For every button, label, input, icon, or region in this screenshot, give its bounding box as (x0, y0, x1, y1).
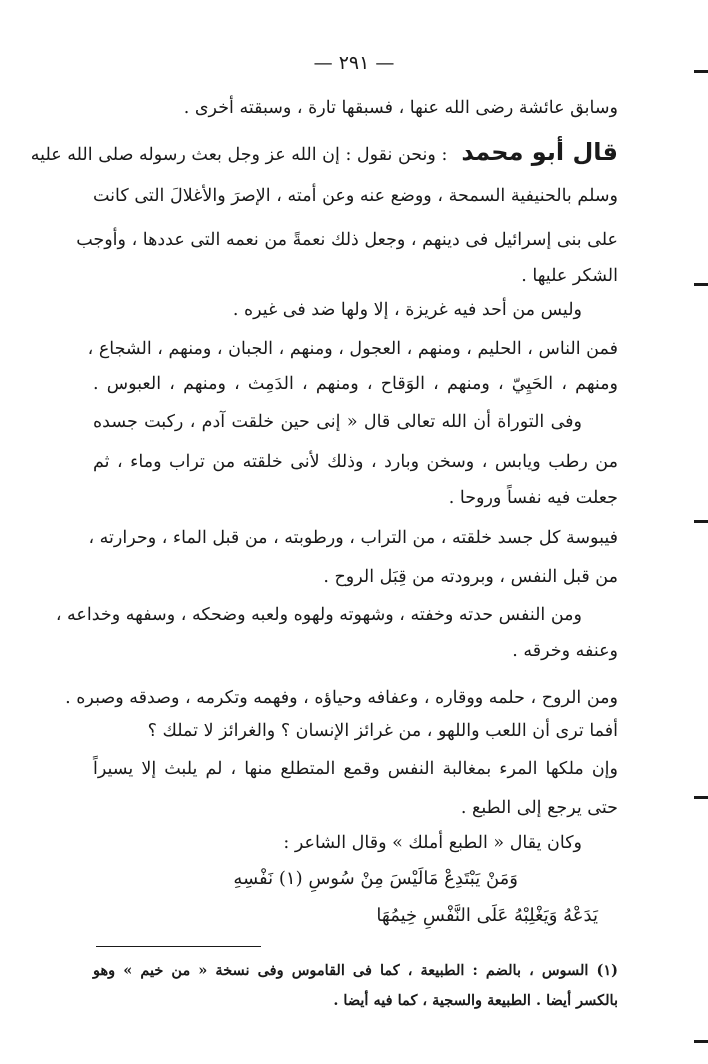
speaker-heading: قال أبو محمد (461, 138, 618, 166)
text-line: وكان يقال « الطبع أملك » وقال الشاعر : (283, 833, 582, 853)
text-line: وعنفه وخرقه . (512, 641, 618, 661)
footnote-divider (96, 946, 261, 947)
text-line: وسابق عائشة رضى الله عنها ، فسبقها تارة ، وسبقته أخرى . (183, 98, 618, 118)
text-line: فيبوسة كل جسد خلقته ، من التراب ، ورطوبته ، من قبل الماء ، وحرارته ، (88, 528, 618, 548)
text-line: من رطب ويابس ، وسخن وبارد ، وذلك لأنى خلقته من تراب وماء ، ثم (93, 452, 618, 472)
text-line: جعلت فيه نفساً وروحا . (448, 488, 618, 508)
footnote-line: (١) السوس ، بالضم : الطبيعة ، كما فى القاموس وفى نسخة « من خيم » وهو (93, 962, 618, 979)
margin-mark (694, 1040, 708, 1043)
margin-mark (694, 70, 708, 73)
text-line-with-speaker (30, 138, 618, 167)
verse-hemistich-2: يَدَعْهُ وَيَغْلِبْهُ عَلَى النَّفْسِ خِيمُهَا (376, 905, 598, 926)
margin-mark (694, 520, 708, 523)
text-line: ومن النفس حدته وخفته ، وشهوته ولهوه ولعبه وضحكه ، وسفهه وخداعه ، (55, 605, 582, 625)
text-line: ومن الروح ، حلمه ووقاره ، وعفافه وحياؤه ، وفهمه وتكرمه ، وصدقه وصبره . (65, 688, 618, 708)
text-line: على بنى إسرائيل فى دينهم ، وجعل ذلك نعمةً من نعمه التى عددها ، وأوجب (76, 230, 618, 250)
footnote-line: بالكسر أيضا . الطبيعة والسجية ، كما فيه أيضا . (333, 992, 618, 1009)
text-line: وسلم بالحنيفية السمحة ، ووضع عنه وعن أمته ، الإصرَ والأغلالَ التى كانت (93, 186, 618, 206)
text-line: حتى يرجع إلى الطبع . (460, 798, 618, 818)
page-number: — ٢٩١ — (313, 52, 395, 74)
text-line: فمن الناس ، الحليم ، ومنهم ، العجول ، ومنهم ، الجبان ، ومنهم ، الشجاع ، (87, 339, 618, 359)
text-line: : ونحن نقول : إن الله عز وجل بعث رسوله صلى الله عليه (30, 145, 448, 165)
text-line: ومنهم ، الحَيِيّ ، ومنهم ، الوَقاح ، ومنهم ، الدَمِث ، ومنهم ، العبوس . (93, 374, 618, 394)
margin-mark (694, 283, 708, 286)
text-line: الشكر عليها . (521, 266, 618, 286)
margin-mark (694, 796, 708, 799)
text-line: وإن ملكها المرء بمغالبة النفس وقمع المتطلع منها ، لم يلبث إلا يسيراً (93, 759, 618, 779)
text-line: أفما ترى أن اللعب واللهو ، من غرائز الإنسان ؟ والغرائز لا تملك ؟ (147, 721, 618, 741)
verse-hemistich-1: وَمَنْ يَبْتَدِعْ مَالَيْسَ مِنْ سُوسِ (١) نَفْسِهِ (233, 868, 518, 889)
text-line: من قبل النفس ، وبرودته من قِبَل الروح . (323, 567, 618, 587)
text-line: وليس من أحد فيه غريزة ، إلا ولها ضد فى غيره . (232, 300, 582, 320)
text-line: وفى التوراة أن الله تعالى قال « إنى حين خلقت آدم ، ركبت جسده (93, 412, 582, 432)
